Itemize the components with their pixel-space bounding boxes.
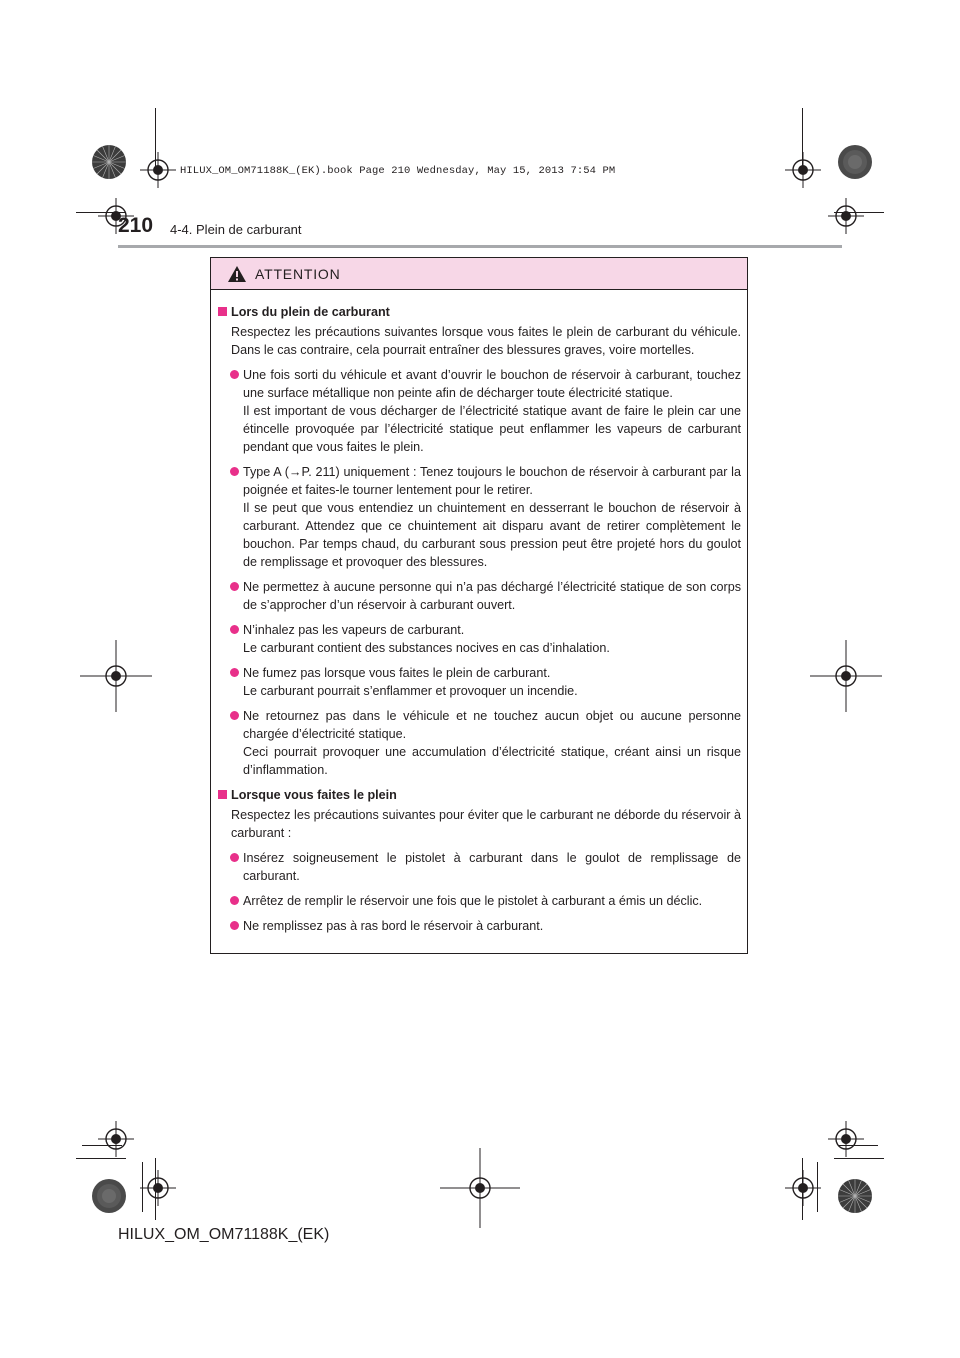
section-intro: Respectez les précautions suivantes lorsque vous faites le plein de carburant du véhicule. Dans le cas contraire, cela pourrait entraîner des blessures graves, voire mortelles.	[231, 325, 741, 357]
section-heading: Lorsque vous faites le plein	[217, 786, 741, 804]
warning-title: ATTENTION	[255, 265, 341, 282]
round-bullet-icon	[230, 467, 239, 476]
list-item: N’inhalez pas les vapeurs de carburant. Le carburant contient des substances nocives en cas d’inhalation.	[217, 621, 741, 657]
list-item: Type A (→P. 211) uniquement : Tenez toujours le bouchon de réservoir à carburant par la poignée et faites-le tourner lentement pour le retirer. Il se peut que vous entendiez un chuintement en desserrant le bouchon de réservoir à carburant. Attendez que ce chuintement ait disparu avant de retirer complètement le bouchon. Par temps chaud, du carburant sous pression peut être projeté hors du goulot de remplissage et provoquer des blessures.	[217, 463, 741, 571]
header-rule	[118, 245, 842, 248]
list-item: Arrêtez de remplir le réservoir une fois que le pistolet à carburant a émis un déclic.	[217, 892, 741, 910]
page-number: 210	[118, 214, 154, 237]
registration-mark-icon	[440, 1148, 520, 1228]
square-bullet-icon	[218, 307, 227, 316]
round-bullet-icon	[230, 853, 239, 862]
trim-line	[76, 1158, 126, 1159]
footer-code: HILUX_OM_OM71188K_(EK)	[118, 1226, 330, 1243]
round-bullet-icon	[230, 370, 239, 379]
registration-mark-icon	[810, 640, 882, 712]
list-item: Ne retournez pas dans le véhicule et ne touchez aucun objet ou aucune personne chargée d’électricité statique. Ceci pourrait provoquer une accumulation d’électricité statique, créant ainsi un risque d’inflammation.	[217, 707, 741, 779]
list-item: Ne remplissez pas à ras bord le réservoir à carburant.	[217, 917, 741, 935]
list-item: Ne fumez pas lorsque vous faites le plein de carburant. Le carburant pourrait s’enflammer et provoquer un incendie.	[217, 664, 741, 700]
color-wheel-icon	[90, 1177, 128, 1215]
color-wheel-icon	[836, 143, 874, 181]
registration-mark-icon	[785, 152, 821, 188]
round-bullet-icon	[230, 896, 239, 905]
registration-mark-icon	[98, 1121, 134, 1157]
list-item: Insérez soigneusement le pistolet à carburant dans le goulot de remplissage de carburant.	[217, 849, 741, 885]
trim-line	[834, 1158, 884, 1159]
registration-mark-icon	[828, 1121, 864, 1157]
registration-mark-icon	[785, 1170, 821, 1206]
list-item: Ne permettez à aucune personne qui n’a pas déchargé l’électricité statique de son corps de s’approcher d’un réservoir à carburant ouvert.	[217, 578, 741, 614]
list-item: Une fois sorti du véhicule et avant d’ouvrir le bouchon de réservoir à carburant, touchez une surface métallique non peinte afin de décharger toute électricité statique. Il est important de vous décharger de l’électricité statique avant de faire le plein car une étincelle provoquée par l’électricité statique peut enflammer les vapeurs de carburant pendant que vous faites le plein.	[217, 366, 741, 456]
section-heading: Lors du plein de carburant	[217, 303, 741, 321]
round-bullet-icon	[230, 668, 239, 677]
warning-header	[211, 258, 747, 290]
book-info: HILUX_OM_OM71188K_(EK).book Page 210 Wednesday, May 15, 2013 7:54 PM	[180, 165, 616, 177]
round-bullet-icon	[230, 625, 239, 634]
registration-mark-icon	[80, 640, 152, 712]
registration-mark-icon	[140, 152, 176, 188]
square-bullet-icon	[218, 790, 227, 799]
section-title: 4-4. Plein de carburant	[170, 222, 302, 237]
warning-body	[211, 290, 747, 935]
round-bullet-icon	[230, 711, 239, 720]
warning-box	[210, 257, 748, 954]
color-wheel-icon	[836, 1177, 874, 1215]
registration-mark-icon	[140, 1170, 176, 1206]
round-bullet-icon	[230, 582, 239, 591]
color-wheel-icon	[90, 143, 128, 181]
round-bullet-icon	[230, 921, 239, 930]
warning-triangle-icon	[227, 265, 247, 283]
section-intro: Respectez les précautions suivantes pour éviter que le carburant ne déborde du réservoir à carburant :	[231, 808, 741, 840]
registration-mark-icon	[828, 198, 864, 234]
